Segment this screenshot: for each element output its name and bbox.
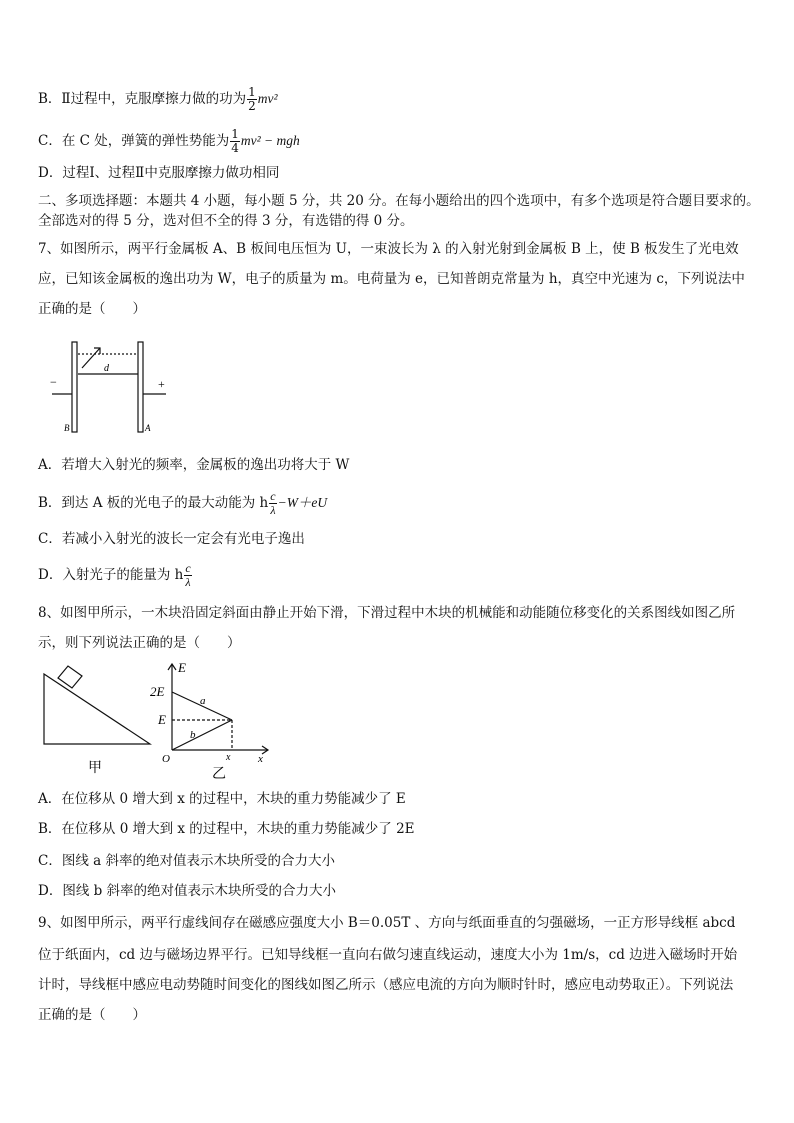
- q6-option-c: [38, 128, 300, 155]
- frac-den: 2: [248, 99, 256, 113]
- q9-stem-line3: 计时，导线框中感应电动势随时间变化的图线如图乙所示（感应电流的方向为顺时针时，感应电动势取正）。下列说法: [38, 977, 734, 993]
- q7-option-d: [38, 562, 193, 589]
- plate-b: [72, 342, 77, 432]
- q8-stem-line2: 示，则下列说法正确的是（ ）: [38, 635, 241, 651]
- q9-stem-line1: 9、如图甲所示，两平行虚线间存在磁感应强度大小 B＝0.05T 、方向与纸面垂直的匀强磁场，一正方形导线框 abcd: [38, 915, 736, 931]
- fraction: [247, 86, 257, 113]
- fraction: [230, 128, 240, 155]
- q7-option-a: A．若增大入射光的频率，金属板的逸出功将大于 W: [38, 457, 350, 473]
- frac-num: c: [270, 489, 276, 503]
- q7-option-d-text: D．入射光子的能量为 h: [38, 567, 184, 583]
- plate-a: [138, 342, 143, 432]
- label-origin: O: [162, 753, 170, 765]
- label-a: A: [145, 423, 151, 433]
- section2-line2: 全部选对的得 5 分，选对但不全的得 3 分，有选错的得 0 分。: [38, 213, 414, 229]
- label-e-axis: E: [178, 660, 186, 675]
- q7-stem-line2: 应，已知该金属板的逸出功为 W，电子的质量为 m。电荷量为 e，已知普朗克常量为 h，真空中光速为 c，下列说法中: [38, 271, 745, 287]
- label-x-axis: x: [258, 753, 263, 765]
- plus-sign: +: [158, 377, 165, 391]
- q6-option-b-text: B．Ⅱ过程中，克服摩擦力做的功为: [38, 91, 247, 107]
- q7-stem-line3: 正确的是（ ）: [38, 301, 146, 317]
- section2-line1: 二、多项选择题：本题共 4 小题，每小题 5 分，共 20 分。在每小题给出的四个选项中，有多个选项是符合题目要求的。: [38, 193, 760, 209]
- frac-den: λ: [270, 503, 276, 517]
- label-e-tick: E: [158, 712, 166, 727]
- q7-option-c: C．若减小入射光的波长一定会有光电子逸出: [38, 531, 305, 547]
- frac-num: 1: [248, 85, 256, 99]
- wooden-block: [58, 666, 82, 688]
- q8-option-c: C．图线 a 斜率的绝对值表示木块所受的合力大小: [38, 853, 335, 869]
- q9-stem-line4: 正确的是（ ）: [38, 1007, 146, 1023]
- q6-option-d: D．过程Ⅰ、过程Ⅱ中克服摩擦力做功相同: [38, 165, 280, 181]
- light-arrow: [82, 348, 100, 368]
- label-2e: 2E: [150, 684, 165, 699]
- fraction: [269, 490, 276, 517]
- q8-stem-line1: 8、如图甲所示，一木块沿固定斜面由静止开始下滑，下滑过程中木块的机械能和动能随位移变化的关系图线如图乙所: [38, 605, 736, 621]
- q6-option-c-formula: mv² − mgh: [240, 133, 300, 148]
- q7-stem-line1: 7、如图所示，两平行金属板 A、B 板间电压恒为 U，一束波长为 λ 的入射光射到金属板 B 上，使 B 板发生了光电效: [38, 241, 739, 257]
- label-b: B: [64, 423, 70, 433]
- q7-option-b: [38, 490, 327, 517]
- label-x-tick: x: [226, 752, 231, 763]
- fraction: [184, 562, 191, 589]
- frac-num: c: [185, 561, 191, 575]
- line-b: [172, 720, 232, 750]
- q8-option-d: D．图线 b 斜率的绝对值表示木块所受的合力大小: [38, 883, 337, 899]
- frac-den: 4: [231, 141, 239, 155]
- q8-option-b: B．在位移从 0 增大到 x 的过程中，木块的重力势能减少了 2E: [38, 821, 415, 837]
- label-yi: 乙: [212, 767, 226, 782]
- label-d: d: [104, 363, 109, 374]
- q7-plates-figure: [42, 338, 182, 438]
- label-jia: 甲: [88, 761, 102, 776]
- label-b: b: [190, 729, 196, 741]
- q9-stem-line2: 位于纸面内，cd 边与磁场边界平行。已知导线框一直向右做匀速直线运动，速度大小为 1m/s，cd 边进入磁场时开始: [38, 947, 738, 963]
- frac-den: λ: [185, 575, 191, 589]
- q6-option-b-formula: mv²: [257, 91, 278, 106]
- q6-option-c-text: C．在 C 处，弹簧的弹性势能为: [38, 133, 230, 149]
- minus-sign: −: [50, 375, 57, 389]
- q7-option-b-text: B．到达 A 板的光电子的最大动能为 h: [38, 495, 269, 511]
- frac-num: 1: [231, 127, 239, 141]
- q7-option-b-formula: −W＋eU: [277, 495, 328, 510]
- q6-option-b: [38, 86, 278, 113]
- incline: [44, 674, 150, 744]
- label-a: a: [200, 695, 206, 707]
- q8-option-a: A．在位移从 0 增大到 x 的过程中，木块的重力势能减少了 E: [38, 791, 406, 807]
- q8-figure: [40, 658, 280, 783]
